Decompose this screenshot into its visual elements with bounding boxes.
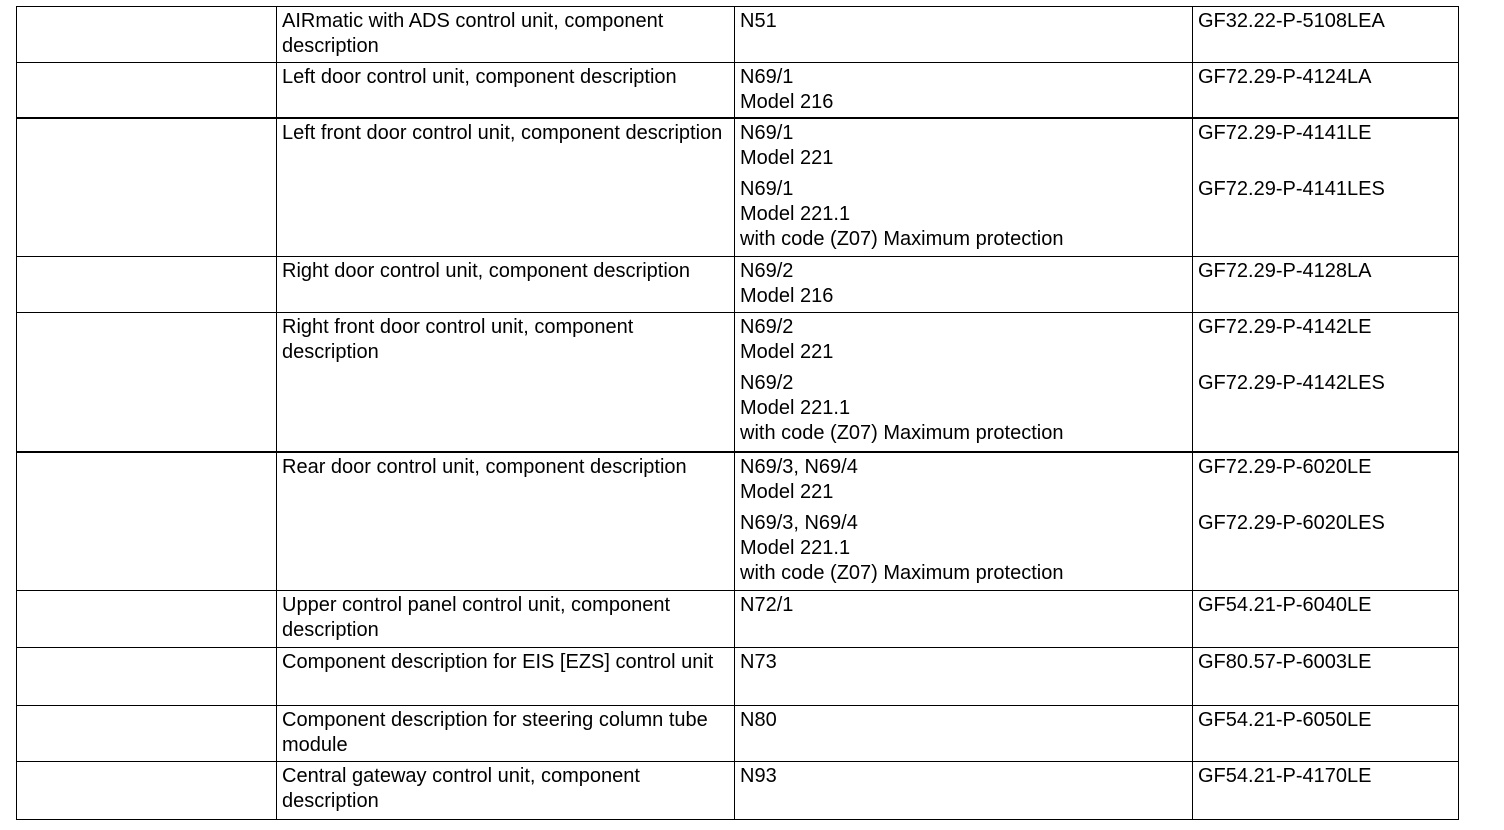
reference-cell [735, 257, 1193, 313]
document-number: GF72.29-P-6020LES [1198, 511, 1385, 534]
row-label-cell [17, 63, 277, 118]
reference-line: Model 216 [740, 91, 834, 113]
reference-block [740, 650, 1187, 675]
reference-line: N69/1 [740, 121, 794, 144]
reference-block [740, 764, 1187, 789]
reference-line: N80 [740, 709, 777, 731]
document-number: GF54.21-P-4170LE [1198, 765, 1372, 787]
document-number: GF80.57-P-6003LE [1198, 651, 1372, 673]
reference-block [740, 177, 1187, 252]
reference-line: N69/2 [740, 372, 794, 394]
reference-line: N69/2 [740, 316, 794, 338]
reference-line: N51 [740, 10, 777, 32]
description-cell: AIRmatic with ADS control unit, component description [277, 7, 735, 63]
description-cell: Right front door control unit, component description [277, 313, 735, 452]
component-table [16, 6, 1459, 820]
reference-block [740, 371, 1187, 446]
reference-line: Model 221 [740, 341, 834, 363]
description-cell: Rear door control unit, component description [277, 452, 735, 591]
document-number: GF32.22-P-5108LEA [1198, 10, 1385, 32]
reference-block [740, 65, 1187, 115]
document-number-cell [1193, 452, 1459, 591]
reference-cell [735, 648, 1193, 706]
reference-line: Model 221 [740, 480, 834, 503]
document-number-cell [1193, 313, 1459, 452]
reference-cell [735, 762, 1193, 820]
reference-block [740, 121, 1187, 171]
reference-line: Model 221.1 [740, 397, 851, 419]
document-number-cell [1193, 7, 1459, 63]
row-label-cell [17, 313, 277, 452]
reference-block [740, 9, 1187, 34]
row-label-cell [17, 7, 277, 63]
table-row [17, 762, 1459, 820]
row-label-cell [17, 648, 277, 706]
reference-cell [735, 118, 1193, 257]
document-number: GF54.21-P-6050LE [1198, 709, 1372, 731]
row-label-cell [17, 118, 277, 257]
description-cell: Central gateway control unit, component description [277, 762, 735, 820]
table-row [17, 7, 1459, 63]
document-number-cell [1193, 762, 1459, 820]
reference-block [740, 708, 1187, 733]
document-number: GF72.29-P-4142LE [1198, 316, 1372, 338]
reference-block [740, 593, 1187, 618]
reference-line: Model 221 [740, 146, 834, 169]
table-body [17, 7, 1459, 820]
description-cell: Upper control panel control unit, component description [277, 591, 735, 648]
reference-line: Model 221.1 [740, 202, 851, 225]
reference-cell [735, 7, 1193, 63]
description-cell: Component description for EIS [EZS] control unit [277, 648, 735, 706]
row-label-cell [17, 257, 277, 313]
document-number-cell [1193, 257, 1459, 313]
reference-line: N93 [740, 765, 777, 787]
reference-block [740, 511, 1187, 586]
description-cell: Left door control unit, component description [277, 63, 735, 118]
document-number: GF72.29-P-4142LES [1198, 372, 1385, 394]
table-row [17, 706, 1459, 762]
table-row [17, 313, 1459, 452]
reference-line: N72/1 [740, 594, 794, 616]
reference-cell [735, 591, 1193, 648]
reference-block [740, 455, 1187, 505]
document-number-cell [1193, 706, 1459, 762]
reference-cell [735, 313, 1193, 452]
table-row [17, 63, 1459, 118]
table-row [17, 648, 1459, 706]
document-number: GF72.29-P-4124LA [1198, 66, 1372, 88]
reference-line: N69/1 [740, 66, 794, 88]
description-cell: Component description for steering column tube module [277, 706, 735, 762]
document-number: GF72.29-P-4141LES [1198, 177, 1385, 200]
document-number-cell [1193, 648, 1459, 706]
reference-line: N73 [740, 651, 777, 673]
document-number: GF54.21-P-6040LE [1198, 594, 1372, 616]
document-number-cell [1193, 118, 1459, 257]
reference-line: with code (Z07) Maximum protection [740, 227, 1064, 250]
reference-line: Model 221.1 [740, 536, 851, 559]
row-label-cell [17, 762, 277, 820]
reference-block [740, 259, 1187, 309]
reference-line: with code (Z07) Maximum protection [740, 561, 1064, 584]
document-number-cell [1193, 63, 1459, 118]
reference-block [740, 315, 1187, 365]
reference-line: with code (Z07) Maximum protection [740, 422, 1064, 444]
table-row [17, 452, 1459, 591]
reference-line: N69/3, N69/4 [740, 455, 858, 478]
reference-cell [735, 452, 1193, 591]
reference-line: N69/1 [740, 177, 794, 200]
reference-line: N69/3, N69/4 [740, 511, 858, 534]
reference-cell [735, 706, 1193, 762]
row-label-cell [17, 452, 277, 591]
document-number: GF72.29-P-4128LA [1198, 260, 1372, 282]
document-number: GF72.29-P-6020LE [1198, 455, 1372, 478]
row-label-cell [17, 706, 277, 762]
table-row [17, 118, 1459, 257]
document-number: GF72.29-P-4141LE [1198, 121, 1372, 144]
row-label-cell [17, 591, 277, 648]
description-cell: Right door control unit, component description [277, 257, 735, 313]
reference-line: Model 216 [740, 285, 834, 307]
document-number-cell [1193, 591, 1459, 648]
reference-cell [735, 63, 1193, 118]
table-row [17, 257, 1459, 313]
reference-line: N69/2 [740, 260, 794, 282]
table-row [17, 591, 1459, 648]
description-cell: Left front door control unit, component description [277, 118, 735, 257]
